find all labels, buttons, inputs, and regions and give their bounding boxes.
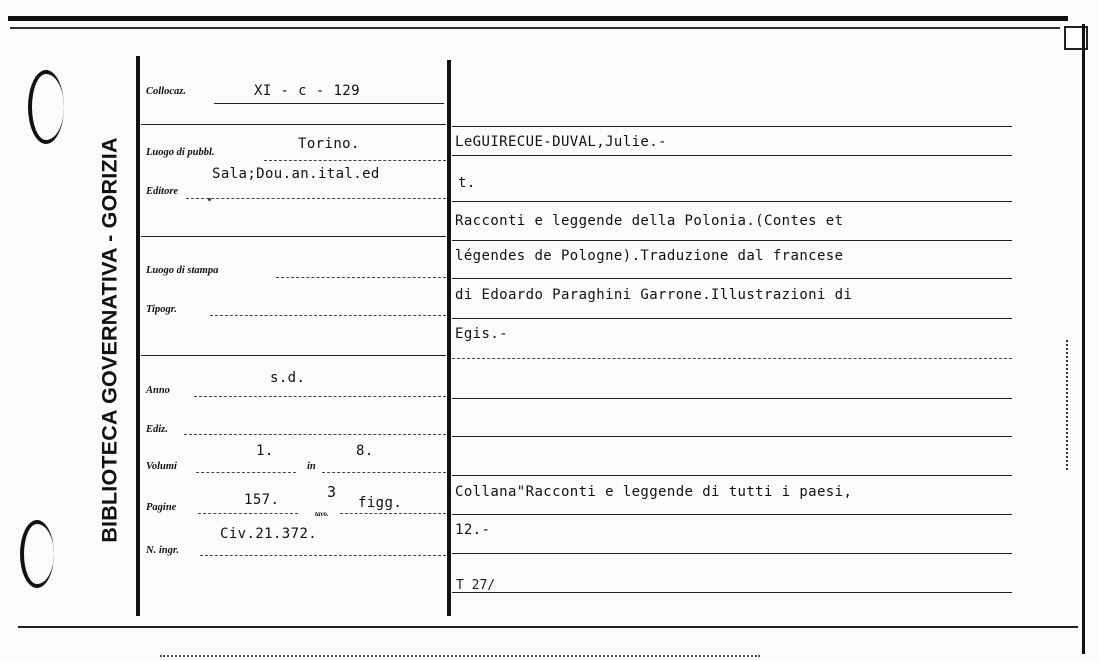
value-luogo-pubbl: Torino. xyxy=(298,136,360,152)
entry-title-line4: Egis.- xyxy=(455,326,508,342)
label-editore: Editore xyxy=(146,186,179,197)
entry-title-line2: légendes de Pologne).Traduzione dal francese xyxy=(455,248,844,264)
left-column-rule xyxy=(136,56,140,616)
right-rule-5 xyxy=(452,278,1012,279)
punch-hole-top xyxy=(28,70,64,144)
value-anno: s.d. xyxy=(270,370,306,386)
right-rule-13 xyxy=(452,592,1012,593)
label-anno: Anno xyxy=(146,385,170,396)
right-rule-12 xyxy=(452,553,1012,554)
right-rule-1 xyxy=(452,126,1012,127)
entry-collana-line2: 12.- xyxy=(455,522,491,538)
entry-title-line1: Racconti e leggende della Polonia.(Contes et xyxy=(455,213,844,229)
middle-column-rule xyxy=(447,60,451,616)
rule-in xyxy=(322,472,446,473)
rule-volumi xyxy=(196,472,296,473)
punch-hole-bottom xyxy=(20,520,54,588)
library-stamp: BIBLIOTECA GOVERNATIVA - GORIZIA xyxy=(97,137,122,543)
card-top-edge xyxy=(8,16,1068,21)
ink-dot xyxy=(208,198,211,201)
entry-note: T 27/ xyxy=(456,578,496,593)
label-n-ingr: N. ingr. xyxy=(146,545,179,556)
card-bottom-dotted xyxy=(160,655,760,659)
label-luogo-stampa: Luogo di stampa xyxy=(146,265,219,276)
rule-luogo-stampa xyxy=(276,277,446,278)
right-rule-7 xyxy=(452,358,1012,359)
right-margin-mark xyxy=(1066,340,1070,470)
rule-tavole xyxy=(340,513,446,514)
label-tipogr: Tipogr. xyxy=(146,304,177,315)
entry-author: LeGUIRECUE-DUVAL,Julie.- xyxy=(455,134,667,150)
right-rule-6 xyxy=(452,318,1012,319)
rule-anno xyxy=(194,396,446,397)
value-editore: Sala;Dou.an.ital.ed xyxy=(212,166,380,182)
label-collocazione: Collocaz. xyxy=(146,86,186,97)
rule-luogo-pubbl xyxy=(264,160,446,161)
rule-tipogr xyxy=(210,315,446,316)
section-rule-3 xyxy=(141,355,446,356)
right-rule-8 xyxy=(452,398,1012,399)
right-rule-3 xyxy=(452,201,1012,202)
right-rule-2 xyxy=(452,155,1012,156)
value-tavole: 3 xyxy=(327,483,337,501)
section-rule-2 xyxy=(141,236,446,237)
label-ediz: Ediz. xyxy=(146,424,168,435)
value-collocazione: XI - c - 129 xyxy=(254,83,360,99)
rule-n-ingr xyxy=(200,555,446,556)
right-rule-9 xyxy=(452,436,1012,437)
entry-editore-cont: t. xyxy=(458,175,476,191)
entry-collana-line1: Collana"Racconti e leggende di tutti i paesi, xyxy=(455,484,853,500)
card-bottom-edge xyxy=(18,626,1078,628)
value-pagine: 157. xyxy=(244,492,280,508)
value-tavole-suffix: figg. xyxy=(358,495,403,511)
value-volumi: 1. xyxy=(256,443,274,459)
card-top-rule xyxy=(10,27,1060,29)
rule-ediz xyxy=(184,434,446,435)
right-rule-4 xyxy=(452,240,1012,241)
section-rule-1 xyxy=(141,124,446,125)
value-in: 8. xyxy=(356,443,374,459)
right-rule-10 xyxy=(452,475,1012,476)
label-in: in xyxy=(307,461,316,472)
label-tavole: tavo. xyxy=(315,510,329,518)
right-rule-11 xyxy=(452,514,1012,515)
card-right-edge xyxy=(1082,24,1085,654)
value-n-ingr: Civ.21.372. xyxy=(220,526,318,542)
rule-collocazione xyxy=(214,103,444,104)
label-pagine: Pagine xyxy=(146,502,177,513)
rule-editore xyxy=(186,198,446,199)
rule-pagine xyxy=(198,513,298,514)
label-luogo-pubbl: Luogo di pubbl. xyxy=(146,147,215,158)
label-volumi: Volumi xyxy=(146,461,177,472)
entry-title-line3: di Edoardo Paraghini Garrone.Illustrazioni di xyxy=(455,287,853,303)
